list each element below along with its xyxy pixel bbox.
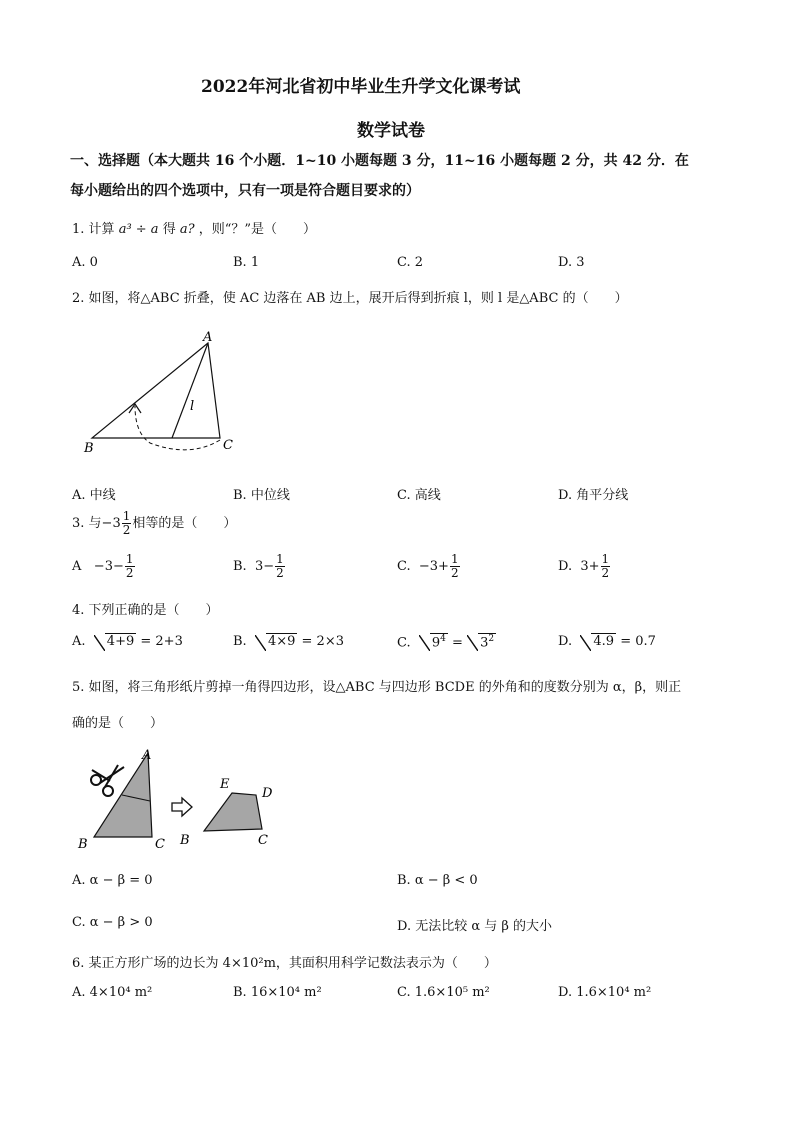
- question-6: 6. 某正方形广场的边长为 4×10²m，其面积用科学记数法表示为（ ）: [72, 956, 497, 971]
- question-4: 4. 下列正确的是（ ）: [72, 603, 219, 618]
- q2-label-a: A: [203, 330, 213, 345]
- q5-cut-figure: [72, 745, 287, 855]
- scissors-icon: [91, 765, 124, 796]
- q5-label-c2: C: [258, 833, 268, 848]
- question-5-line2: 确的是（ ）: [72, 716, 164, 731]
- q1-result: a?: [179, 222, 195, 237]
- question-5-line1: 5. 如图，将三角形纸片剪掉一角得四边形，设△ABC 与四边形 BCDE 的外角和的度数分别为 α，β，则正: [72, 680, 682, 695]
- q6-option-a: A. 4×10⁴ m²: [72, 985, 153, 1000]
- q5-option-b: B. α − β < 0: [397, 873, 478, 888]
- q3-option-c: C. −3+ $\frac{1}{2}$: [397, 552, 459, 580]
- q3-option-d: D. 3+ $\frac{1}{2}$: [558, 552, 610, 580]
- q1-option-c: C. 2: [397, 255, 424, 270]
- q5-option-d: D. 无法比较 α 与 β 的大小: [397, 919, 553, 934]
- question-1: 1. 计算 a³ ÷ a 得 a? ，则“？”是（ ）: [72, 222, 317, 237]
- q3-fraction: $\frac{1}{2}$: [122, 509, 131, 537]
- q2-option-c: C. 高线: [397, 488, 441, 503]
- q4-option-c: C. $9^4 = 3^2$: [397, 634, 495, 651]
- q3-option-a: A −3− $\frac{1}{2}$: [72, 552, 134, 580]
- q2-label-b: B: [84, 441, 94, 456]
- q4-option-d: D. 4.9 = 0.7: [558, 634, 656, 649]
- q1-option-b: B. 1: [233, 255, 260, 270]
- radical: $3^2$: [467, 633, 496, 650]
- q5-option-c: C. α − β > 0: [72, 915, 153, 930]
- q5-label-c: C: [155, 837, 165, 852]
- radical: $9^4$: [419, 633, 448, 650]
- q2-option-a: A. 中线: [72, 488, 116, 503]
- q5-label-e: E: [220, 777, 230, 792]
- q1-option-a: A. 0: [72, 255, 98, 270]
- radical: 4×9: [255, 633, 297, 649]
- q2-option-b: B. 中位线: [233, 488, 290, 503]
- radical: 4.9: [580, 633, 616, 649]
- q3-option-b: B. 3− $\frac{1}{2}$: [233, 552, 284, 580]
- q2-triangle-figure: [80, 328, 250, 458]
- q4-option-b: B. 4×9 = 2×3: [233, 634, 344, 649]
- q2-label-l: l: [190, 399, 195, 414]
- section-heading-line2: 每小题给出的四个选项中，只有一项是符合题目要求的）: [70, 183, 420, 199]
- q2-option-d: D. 角平分线: [558, 488, 629, 503]
- q5-label-a: A: [142, 748, 152, 763]
- right-arrow-icon: [172, 798, 192, 816]
- q5-option-a: A. α − β = 0: [72, 873, 153, 888]
- section-heading-line1: 一、选择题（本大题共 16 个小题．1~10 小题每题 3 分，11~16 小题每题 2 分，共 42 分．在: [70, 153, 689, 169]
- question-3: 3. 与−3 $\frac{1}{2}$ 相等的是（ ）: [72, 509, 237, 537]
- q2-label-c: C: [223, 438, 233, 453]
- q1-expression: a³ ÷ a: [118, 222, 159, 237]
- q5-label-b: B: [78, 837, 88, 852]
- q5-label-b2: B: [180, 833, 190, 848]
- q1-option-d: D. 3: [558, 255, 585, 270]
- q6-option-d: D. 1.6×10⁴ m²: [558, 985, 652, 1000]
- exam-title: 2022年河北省初中毕业生升学文化课考试: [201, 77, 521, 97]
- q4-option-a: A. 4+9 = 2+3: [72, 634, 183, 649]
- q6-option-c: C. 1.6×10⁵ m²: [397, 985, 490, 1000]
- paper-subtitle: 数学试卷: [357, 121, 425, 141]
- q6-option-b: B. 16×10⁴ m²: [233, 985, 322, 1000]
- question-2: 2. 如图，将△ABC 折叠，使 AC 边落在 AB 边上，展开后得到折痕 l，则 l 是△ABC 的（ ）: [72, 291, 628, 306]
- q5-label-d: D: [262, 786, 273, 801]
- radical: 4+9: [94, 633, 136, 649]
